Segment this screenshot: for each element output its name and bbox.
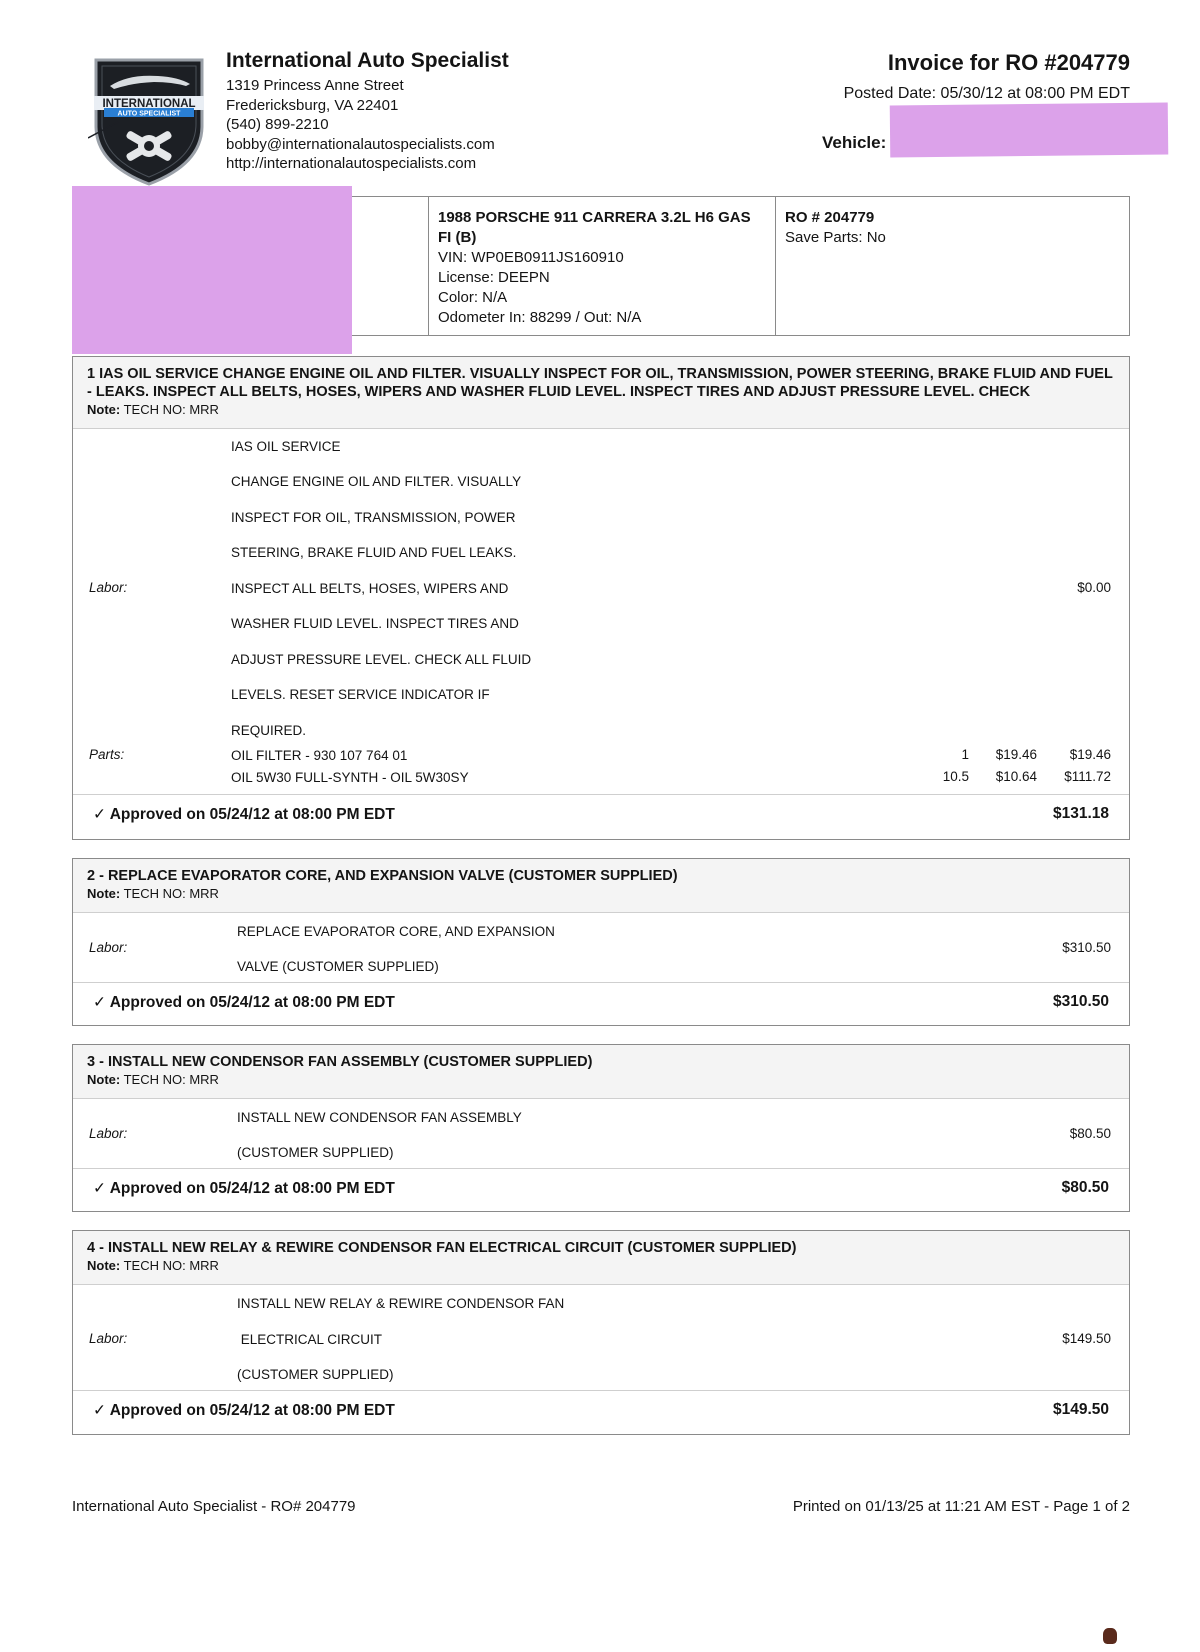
job-title: 4 - INSTALL NEW RELAY & REWIRE CONDENSOR FAN ELECTRICAL CIRCUIT (CUSTOMER SUPPLIED) <box>87 1240 797 1256</box>
shop-name: International Auto Specialist <box>226 49 509 72</box>
info-divider <box>428 197 429 335</box>
info-divider <box>775 197 776 335</box>
part-qty: 10.5 <box>942 769 969 784</box>
shop-logo <box>88 56 210 186</box>
part-name: OIL FILTER - 930 107 764 01 <box>231 748 408 763</box>
job-header <box>73 859 1129 913</box>
save-parts: Save Parts: No <box>785 229 886 246</box>
parts-label: Parts: <box>89 747 125 762</box>
job-header <box>73 1045 1129 1099</box>
job-note: Note: TECH NO: MRR <box>87 1258 219 1273</box>
shop-address-line1: 1319 Princess Anne Street <box>226 77 404 94</box>
job-total: $149.50 <box>1052 1401 1109 1418</box>
shop-info <box>226 48 509 174</box>
labor-amount: $80.50 <box>1069 1126 1111 1141</box>
approval-text: ✓ Approved on 05/24/12 at 08:00 PM EDT <box>93 1180 395 1197</box>
job-total: $131.18 <box>1052 805 1109 822</box>
approval-text: ✓ Approved on 05/24/12 at 08:00 PM EDT <box>93 1402 395 1419</box>
vehicle-model-cont: FI (B) <box>438 229 477 246</box>
job-section-4 <box>72 1230 1130 1435</box>
job-note-text: TECH NO: MRR <box>123 1072 219 1087</box>
job-description-line: INSTALL NEW RELAY & REWIRE CONDENSOR FAN <box>237 1296 565 1311</box>
job-description-line: REQUIRED. <box>231 723 307 738</box>
job-section-1 <box>72 356 1130 840</box>
footer-left: International Auto Specialist - RO# 204779 <box>72 1498 356 1515</box>
vehicle-label: Vehicle: <box>822 133 887 152</box>
shop-website: http://internationalautospecialists.com <box>226 155 477 172</box>
labor-amount: $149.50 <box>1062 1331 1111 1346</box>
job-description-line: (CUSTOMER SUPPLIED) <box>237 1367 394 1382</box>
job-title: 1 IAS OIL SERVICE CHANGE ENGINE OIL AND FILTER. VISUALLY INSPECT FOR OIL, TRANSMISSION, POWER STEERING, BRAKE FLUID AND FUEL <box>87 366 1113 382</box>
job-note: Note: TECH NO: MRR <box>87 402 219 417</box>
job-note: Note: TECH NO: MRR <box>87 1072 219 1087</box>
labor-label: Labor: <box>89 580 128 595</box>
job-total: $310.50 <box>1052 993 1109 1010</box>
job-note-text: TECH NO: MRR <box>123 402 219 417</box>
labor-label: Labor: <box>89 940 128 955</box>
shop-address-line2: Fredericksburg, VA 22401 <box>226 96 399 114</box>
vehicle-model: 1988 PORSCHE 911 CARRERA 3.2L H6 GAS <box>438 209 751 226</box>
approval-row <box>73 982 1129 1025</box>
part-qty: 1 <box>961 747 969 762</box>
approval-row <box>73 1168 1129 1211</box>
job-description-line: CHANGE ENGINE OIL AND FILTER. VISUALLY <box>231 474 522 489</box>
footer-right: Printed on 01/13/25 at 11:21 AM EST - Page 1 of 2 <box>792 1498 1130 1515</box>
vehicle-color: Color: N/A <box>438 289 508 306</box>
vehicle-odometer: Odometer In: 88299 / Out: N/A <box>438 309 642 326</box>
job-description-line: LEVELS. RESET SERVICE INDICATOR IF <box>231 687 490 702</box>
labor-amount: $0.00 <box>1077 580 1111 595</box>
shop-phone: (540) 899-2210 <box>226 116 329 133</box>
job-note-text: TECH NO: MRR <box>123 886 219 901</box>
labor-amount: $310.50 <box>1062 940 1111 955</box>
vehicle-license: License: DEEPN <box>438 269 550 286</box>
job-description-line: ELECTRICAL CIRCUIT <box>237 1332 383 1347</box>
invoice-title: Invoice for RO #204779 <box>887 50 1130 75</box>
logo-text-bottom: AUTO SPECIALIST <box>117 110 181 118</box>
job-description-line: (CUSTOMER SUPPLIED) <box>237 1145 394 1160</box>
customer-redaction <box>72 186 352 354</box>
approval-row <box>73 794 1129 839</box>
job-note-text: TECH NO: MRR <box>123 1258 219 1273</box>
part-price: $19.46 <box>995 747 1037 762</box>
vehicle-vin: VIN: WP0EB0911JS160910 <box>438 249 624 266</box>
labor-label: Labor: <box>89 1331 128 1346</box>
approval-row <box>73 1390 1129 1434</box>
vehicle-details <box>438 208 758 328</box>
ro-number: RO # 204779 <box>785 209 875 226</box>
job-description-line: WASHER FLUID LEVEL. INSPECT TIRES AND <box>231 616 519 631</box>
job-header <box>73 357 1129 429</box>
part-total: $19.46 <box>1069 747 1111 762</box>
posted-date: Posted Date: 05/30/12 at 08:00 PM EDT <box>843 85 1130 102</box>
job-description-line: IAS OIL SERVICE <box>231 439 341 454</box>
ro-details <box>785 208 886 248</box>
labor-label: Labor: <box>89 1126 128 1141</box>
vehicle-redaction <box>890 103 1169 158</box>
job-description-line: VALVE (CUSTOMER SUPPLIED) <box>237 959 439 974</box>
invoice-header <box>844 48 1130 106</box>
job-description-line: INSPECT FOR OIL, TRANSMISSION, POWER <box>231 510 516 525</box>
approval-text: ✓ Approved on 05/24/12 at 08:00 PM EDT <box>93 806 395 823</box>
job-description-line: REPLACE EVAPORATOR CORE, AND EXPANSION <box>237 924 555 939</box>
job-total: $80.50 <box>1061 1179 1109 1196</box>
part-name: OIL 5W30 FULL-SYNTH - OIL 5W30SY <box>231 770 469 785</box>
job-description-line: INSPECT ALL BELTS, HOSES, WIPERS AND <box>231 581 509 596</box>
job-title: 3 - INSTALL NEW CONDENSOR FAN ASSEMBLY (CUSTOMER SUPPLIED) <box>87 1054 593 1070</box>
part-price: $10.64 <box>995 769 1037 784</box>
job-note: Note: TECH NO: MRR <box>87 886 219 901</box>
shop-email: bobby@internationalautospecialists.com <box>226 135 495 153</box>
job-title-cont: - LEAKS. INSPECT ALL BELTS, HOSES, WIPERS AND WASHER FLUID LEVEL. INSPECT TIRES AND ADJUST PRESSURE LEVEL. CHECK <box>87 384 1031 400</box>
logo-text-top: INTERNATIONAL <box>102 98 196 110</box>
job-header <box>73 1231 1129 1285</box>
job-section-2 <box>72 858 1130 1026</box>
scan-smudge <box>1103 1628 1117 1644</box>
job-description-line: STEERING, BRAKE FLUID AND FUEL LEAKS. <box>231 545 517 560</box>
job-description-line: ADJUST PRESSURE LEVEL. CHECK ALL FLUID <box>231 652 532 667</box>
job-description-line: INSTALL NEW CONDENSOR FAN ASSEMBLY <box>237 1110 522 1125</box>
job-section-3 <box>72 1044 1130 1212</box>
approval-text: ✓ Approved on 05/24/12 at 08:00 PM EDT <box>93 994 395 1011</box>
part-total: $111.72 <box>1064 769 1111 784</box>
job-title: 2 - REPLACE EVAPORATOR CORE, AND EXPANSION VALVE (CUSTOMER SUPPLIED) <box>87 868 678 884</box>
